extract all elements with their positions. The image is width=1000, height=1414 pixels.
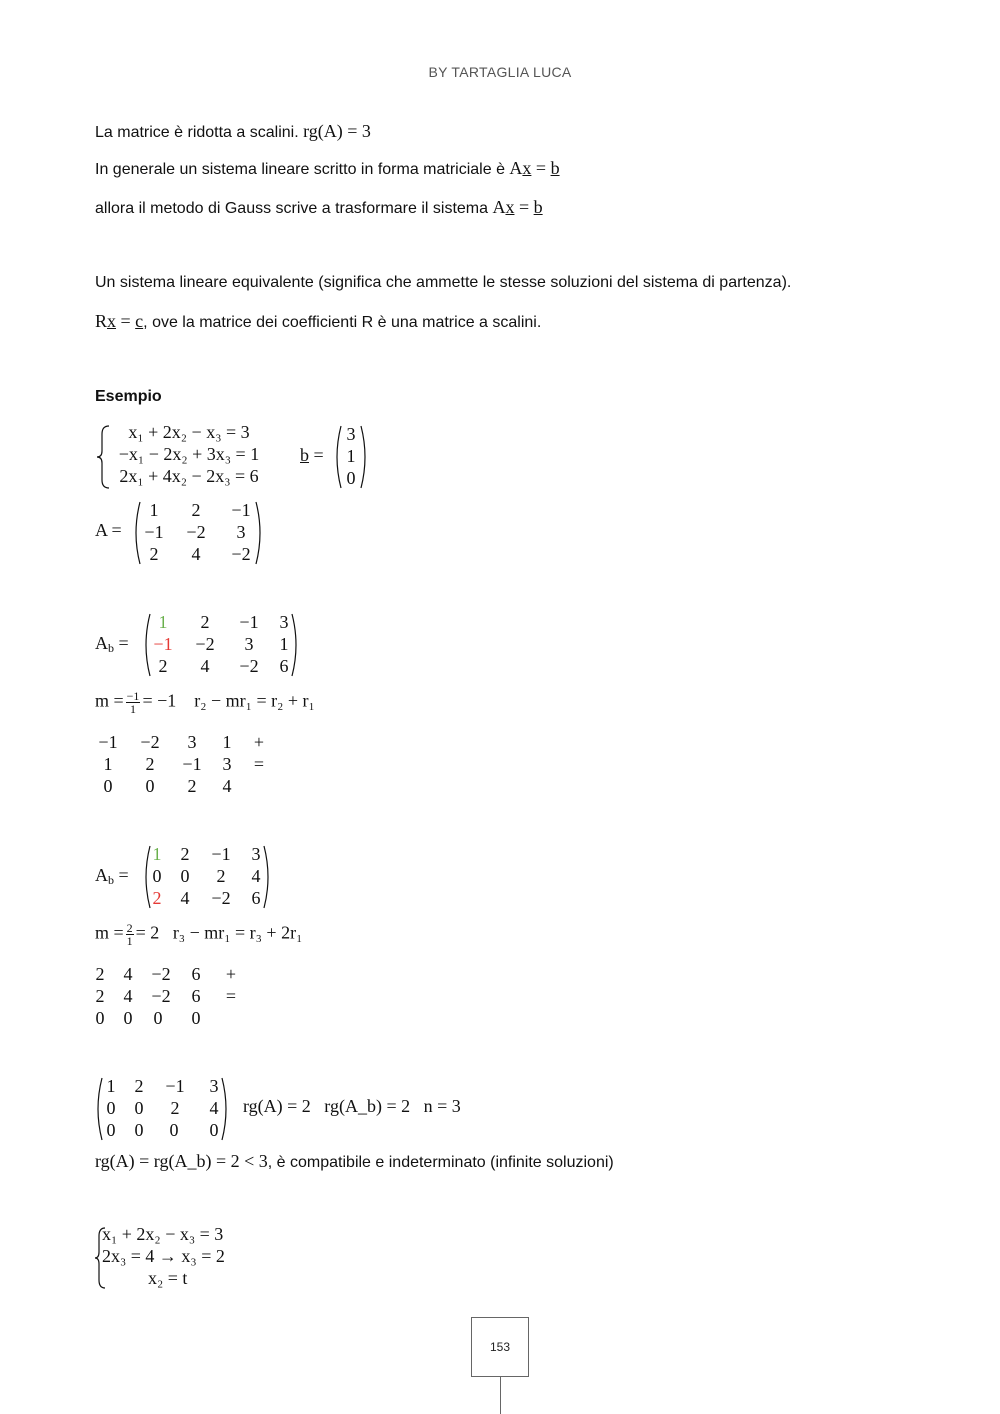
b-vector-label: b = <box>300 445 324 465</box>
Ab2-cell: 2 <box>180 844 190 864</box>
A-cell: 2 <box>191 500 201 520</box>
final-cell: 0 <box>106 1120 116 1140</box>
Ab2-matrix <box>148 844 272 910</box>
Ab1-cell: 4 <box>200 656 210 676</box>
final-system <box>102 1224 262 1294</box>
Ab2-cell: 6 <box>251 888 261 908</box>
Ab1-target-cell: −1 <box>153 634 173 654</box>
A-cell: 1 <box>149 500 159 520</box>
final-system-eq-2: 2x₃ = 4 → x₃ = 2 <box>102 1246 225 1266</box>
Ab2-cell: 0 <box>152 866 162 886</box>
example-system <box>104 422 274 492</box>
intro-line-1 <box>95 120 371 144</box>
sum1-cell: 3 <box>222 754 232 774</box>
sum2-cell: 6 <box>191 986 201 1006</box>
sum1-cell: −2 <box>140 732 160 752</box>
final-cell: 0 <box>134 1098 144 1118</box>
final-cell: 4 <box>209 1098 219 1118</box>
page-header-author <box>0 64 1000 80</box>
b-entry: 0 <box>346 468 356 488</box>
sum1-op: + <box>253 732 265 752</box>
b-entry: 1 <box>346 446 356 466</box>
Ab1-matrix <box>150 612 300 678</box>
page-number-connector <box>500 1376 501 1414</box>
Ab1-cell: 2 <box>158 656 168 676</box>
final-cell: 2 <box>134 1076 144 1096</box>
page-number: 153 <box>489 1340 511 1354</box>
Ab1-cell: 6 <box>279 656 289 676</box>
final-cell: 0 <box>106 1098 116 1118</box>
sum2-cell: 2 <box>95 964 105 984</box>
sum2-cell: 6 <box>191 964 201 984</box>
Ab1-cell: 1 <box>279 634 289 654</box>
step2-m-result: = 2 <box>135 922 160 943</box>
sum2-cell: 0 <box>95 1008 105 1028</box>
A-cell: −1 <box>144 522 164 542</box>
sum1-op: = <box>253 754 265 774</box>
conclusion-text: , è compatibile e indeterminato (infinite soluzioni) <box>267 1154 614 1171</box>
step2-m-numerator: 2 <box>126 921 133 935</box>
intro-line-2-math: Ax = b <box>509 158 560 178</box>
final-system-eq-3: x₂ = t <box>148 1268 188 1288</box>
final-matrix <box>102 1076 226 1142</box>
A-matrix <box>140 500 260 566</box>
Ab1-cell: 3 <box>244 634 254 654</box>
final-cell: −1 <box>165 1076 185 1096</box>
A-cell: −2 <box>231 544 251 564</box>
final-cell: 0 <box>209 1120 219 1140</box>
intro-line-4 <box>95 272 791 294</box>
rank-summary: rg(A) = 2 rg(A_b) = 2 n = 3 <box>243 1096 461 1116</box>
Ab2-cell: 3 <box>251 844 261 864</box>
sum2-cell: 0 <box>191 1008 201 1028</box>
Ab2-target-cell: 2 <box>152 888 162 908</box>
sum2-cell: 0 <box>153 1008 163 1028</box>
system-eq-3: 2x₁ + 4x₂ − 2x₃ = 6 <box>119 466 259 486</box>
Ab2-label: $A_b$ = <box>95 865 129 887</box>
example-title: Esempio <box>95 388 162 405</box>
sum2-table <box>95 964 275 1030</box>
Ab2-cell: −1 <box>211 844 231 864</box>
Ab1-label: $A_b$ = <box>95 633 129 655</box>
intro-line-5-text: , ove la matrice dei coefficienti R è una matrice a scalini. <box>143 314 542 331</box>
sum1-cell: 4 <box>222 776 232 796</box>
b-vector <box>341 424 361 490</box>
Ab1-pivot-cell: 1 <box>158 612 168 632</box>
Ab1-cell: −2 <box>239 656 259 676</box>
intro-line-3 <box>95 196 543 220</box>
sum1-cell: 1 <box>103 754 113 774</box>
sum2-cell: 4 <box>123 986 133 1006</box>
Ab2-cell: 2 <box>216 866 226 886</box>
A-cell: −1 <box>231 500 251 520</box>
sum1-table <box>95 732 295 798</box>
A-cell: 2 <box>149 544 159 564</box>
intro-line-5 <box>95 310 541 334</box>
final-cell: 1 <box>106 1076 116 1096</box>
step1-m-numerator: −1 <box>126 689 140 703</box>
sum1-cell: 0 <box>103 776 113 796</box>
A-cell: −2 <box>186 522 206 542</box>
Ab1-cell: 2 <box>200 612 210 632</box>
intro-line-3-text: allora il metodo di Gauss scrive a trasformare il sistema <box>95 200 493 217</box>
final-cell: 2 <box>170 1098 180 1118</box>
A-matrix-label: A = <box>95 520 122 540</box>
sum1-cell: 3 <box>187 732 197 752</box>
A-cell: 3 <box>236 522 246 542</box>
page-number-box <box>471 1317 529 1377</box>
sum1-cell: 2 <box>145 754 155 774</box>
Ab2-pivot-cell: 1 <box>152 844 162 864</box>
intro-line-5-math: Rx = c <box>95 311 144 331</box>
Ab2-cell: −2 <box>211 888 231 908</box>
sum2-op: + <box>225 964 237 984</box>
final-cell: 0 <box>169 1120 179 1140</box>
A-cell: 4 <box>191 544 201 564</box>
Ab2-cell: 4 <box>251 866 261 886</box>
sum1-cell: −1 <box>98 732 118 752</box>
step1-row-operation: r₂ − mr₁ = r₂ + r₁ <box>194 690 315 711</box>
intro-line-3-math: Ax = b <box>492 197 543 217</box>
Ab1-cell: −1 <box>239 612 259 632</box>
sum2-cell: −2 <box>151 964 171 984</box>
sum2-op: = <box>225 986 237 1006</box>
Ab2-cell: 0 <box>180 866 190 886</box>
step2-multiplier: m = $\frac{2}{1}$ = 2 r₃ − mr₁ = r₃ + 2r₁ <box>95 921 303 948</box>
final-system-eq-1: x₁ + 2x₂ − x₃ = 3 <box>102 1224 224 1244</box>
sum2-cell: 2 <box>95 986 105 1006</box>
intro-line-2-text: In generale un sistema lineare scritto in forma matriciale è <box>95 161 510 178</box>
Ab1-cell: −2 <box>195 634 215 654</box>
system-eq-1: x₁ + 2x₂ − x₃ = 3 <box>128 422 250 442</box>
sum2-cell: 4 <box>123 964 133 984</box>
step1-m-denominator: 1 <box>130 702 137 716</box>
sum1-cell: 1 <box>222 732 232 752</box>
sum1-cell: 2 <box>187 776 197 796</box>
author-name: BY TARTAGLIA LUCA <box>428 64 572 80</box>
sum1-cell: −1 <box>182 754 202 774</box>
step2-m-denominator: 1 <box>126 934 133 948</box>
final-cell: 3 <box>209 1076 219 1096</box>
conclusion-line <box>95 1150 614 1174</box>
final-cell: 0 <box>134 1120 144 1140</box>
intro-line-4-text: Un sistema lineare equivalente (significa che ammette le stesse soluzioni del sistema di partenza). <box>95 274 792 291</box>
intro-line-1-text: La matrice è ridotta a scalini. <box>95 124 304 141</box>
sum1-cell: 0 <box>145 776 155 796</box>
step1-multiplier: m = $\frac{-1}{1}$ = −1 r₂ − mr₁ = r₂ + r₁ <box>95 689 315 716</box>
sum2-cell: 0 <box>123 1008 133 1028</box>
b-entry: 3 <box>346 424 356 444</box>
intro-line-2 <box>95 157 560 181</box>
system-eq-2: −x₁ − 2x₂ + 3x₃ = 1 <box>118 444 260 464</box>
step2-row-operation: r₃ − mr₁ = r₃ + 2r₁ <box>172 922 303 943</box>
Ab2-cell: 4 <box>180 888 190 908</box>
sum2-cell: −2 <box>151 986 171 1006</box>
conclusion-math: rg(A) = rg(A_b) = 2 < 3 <box>95 1151 268 1171</box>
Ab1-cell: 3 <box>279 612 289 632</box>
intro-line-1-math: rg(A) = 3 <box>303 121 371 141</box>
step1-m-result: = −1 <box>142 690 177 711</box>
